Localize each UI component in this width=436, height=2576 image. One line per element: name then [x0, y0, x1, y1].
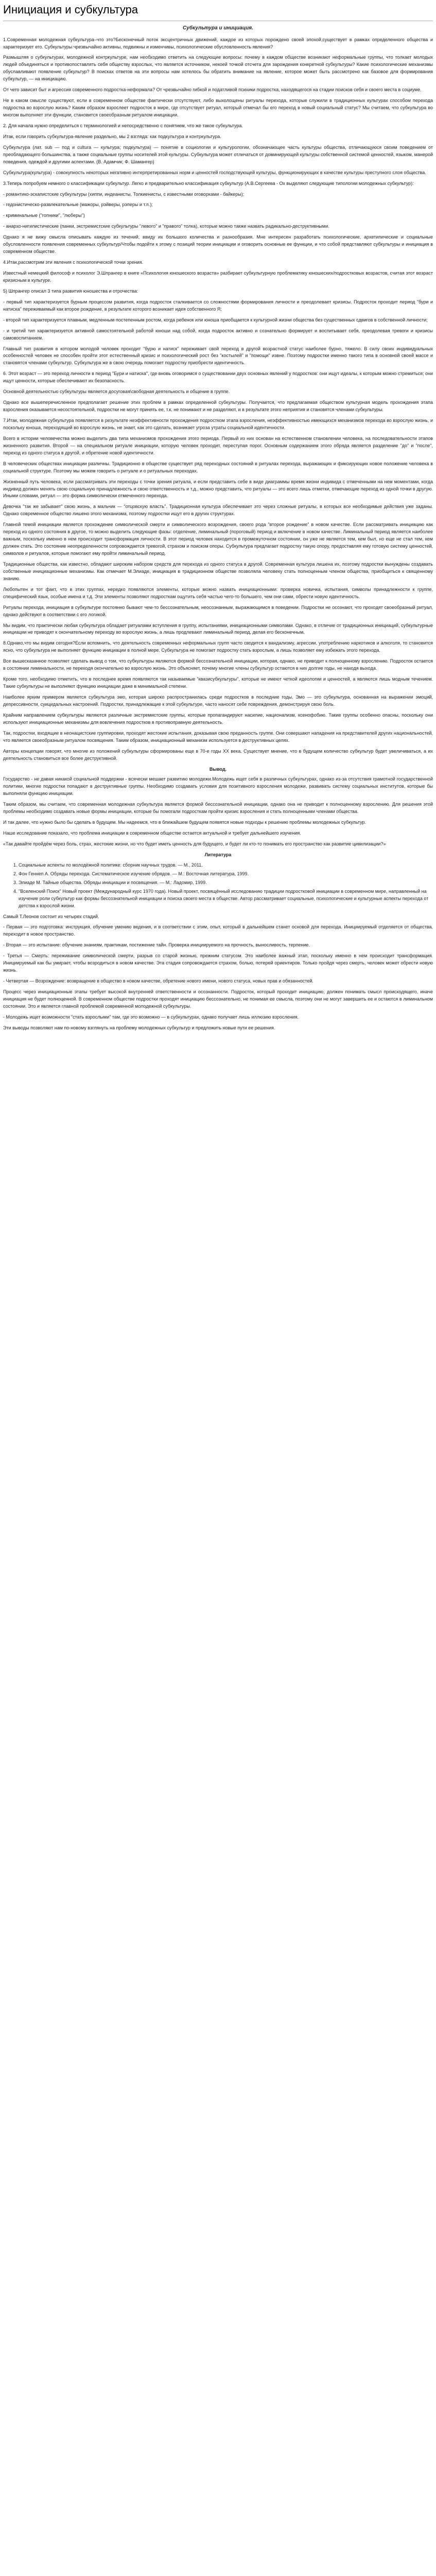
paragraph: Эти выводы позволяют нам по-новому взглянуть на проблему молодежных субкультур и предложить новые пути ее решения.	[3, 1025, 275, 1030]
paragraph: Известный немецкий философ и психолог Э.Шпрангер в книге «Психология юношеского возраста» разбирает субкультурную проблематику юношеских/подростковых возрастов, считая этот возраст кризисным в культуре.	[3, 270, 433, 283]
paragraph: Жизненный путь человека, если рассматривать эти переходы с точки зрения ритуала, и если представить себе в виде диаграммы время жизни индивида с отмеченными на нем моментами, когда индивид должен менять свою социальную принадлежность и свою ответственность и т.д., можно представить, что ритуалы — это всего лишь отметки, отмечающие переход из одной точки в другую. Иными словами, ритуал — это форма символически отмеченного перехода.	[3, 479, 433, 499]
paragraph: 5) Шпрангер описал 3 типа развития юношества и отрочества:	[3, 288, 138, 294]
closing-section	[3, 913, 433, 1032]
document-page	[0, 0, 436, 1041]
paragraph: Традиционные общества, как известно, обладают широким набором средств для перехода из одного статуса в другой. Современная культура лишена их, поэтому подростки вынуждены создавать собственные инициационные механизмы. Как отмечает М.Элиаде, инициация в традиционном обществе позволяла человеку стать полноценным членом общества, приобщиться к священному знанию.	[3, 561, 433, 581]
paragraph: Субкультура (лат. sub — под и cultura — культура; подкультура) — понятие в социологии и культурологии, обозначающее часть культуры общества, отличающуюся своим поведением от преобладающего большинства, а также социальные группы носителей этой культуры. Субкультура может отличаться от доминирующей культуры собственной системой ценностей, языком, манерой поведения, одеждой и другими аспектами. (В. Адамчик; Ф. Шамангер)	[3, 144, 433, 164]
paragraph: - криминальные ("гопники", "люберы")	[3, 213, 85, 218]
paragraph: - романтико-эскапистские субкультуры (хиппи, индеанисты, Толкиенисты, с известными оговорками - байкеры);	[3, 191, 245, 197]
paragraph: - и третий тип характеризуется активной самостоятельной работой юноши над собой, когда подросток активно и сознательно формирует и воспитывает себя, преодолевая тревоги и кризисы самовоспитанием.	[3, 328, 433, 341]
paragraph: 3.Теперь попробуем немного о классификации субкультур. Легко и предварительно классификация субкультур (А.В.Сергеева - Ох выделяют следующие типологии молодежных субкультур):	[3, 180, 414, 186]
reference-item: 1. Социальные аспекты по молодёжной политике: сборник научных трудов. — М., 2011.	[19, 862, 433, 869]
paragraph: 7.Итак, молодежная субкультура появляется в результате неэффективности прохождения подростком этапа взросления, неэффективностью имеющихся механизмов перехода во взрослую жизнь, и поскольку юноша, переходящий во взрослую жизнь, не знает, как это сделать, возникает угроза утраты социальной идентичности.	[3, 418, 433, 430]
paragraph: И так далее, что нужно было бы сделать в будущем. Мы надеемся, что в ближайшем будущем появятся новые подходы к решению проблемы молодежных субкультур.	[3, 820, 367, 825]
paragraph: Всего в истории человечества можно выделить два типа механизмов прохождения этого периода. Первый из них основан на естественном становлении человека, на последовательности этапов жизненного развития. Второй — на специальном ритуале инициации, которую человек проходит, переступая порог. Основным содержанием этого обряда является разделение "до" и "после", переход из одного статуса в другой, и обретение новой идентичности.	[3, 435, 433, 455]
paragraph: - Третья — Смерть: переживание символической смерти, разрыв со старой жизнью, прежним статусом. Это наиболее важный этап, поскольку именно в нем происходит трансформация. Инициируемый как бы умирает, чтобы возродиться в новом качестве. Эта стадия сопровождается страхом, болью, потерей ориентиров. Только пройдя через смерть, человек может обрести новую жизнь.	[3, 953, 433, 973]
paragraph: В человеческих обществах инициации различны. Традиционно в обществе существует ряд переходных состояний в ритуалах перехода, выражающих и фиксирующих новое положение человека в социальной структуре. Поэтому мы можем говорить о ритуале и о ритуальных переходах.	[3, 461, 433, 473]
paragraph: «Так давайте пройдём через боль, страх, жестокие жизни, но что будет иметь ценность для будущего, и будет ли кто-то понимать его пространство как развитие цивилизации?»	[3, 841, 386, 847]
paragraph: 2. Для начала нужно определиться с терминологией и непосредственно с понятием, что же такое субкультура.	[3, 123, 243, 128]
paragraph: - второй тип характеризуется плавным, медленным постепенным ростом, когда ребенок или юноша приобщается к культурной жизни общества без существенных сдвигов в собственной личности;	[3, 317, 428, 323]
paragraph: Главный тип развития в котором молодой человек проходит "бурю и натиск" переживает свой переход в другой возрастной статус наиболее бурно, тяжело. В силу своих индивидуальных особенностей человек не способен пройти этот естественный кризис и психологический рост без "костылей" и "помощи" извне. Поэтому подростки именно такого типа в основной своей массе и становятся членами субкультур. Субкультура же в свою очередь помогает подростку приобрести идентичность.	[3, 346, 433, 366]
paragraph: Мы видим, что практически любая субкультура обладает ритуалами вступления в группу, испытаниями, инициационными символами. Однако, в отличие от традиционных инициаций, субкультурные инициации не приводят к окончательному переходу во взрослую жизнь, а лишь продлевают лиминальный период, делая его бесконечным.	[3, 622, 433, 635]
paragraph: 1.Современная молодежная субкультура–что это?Бесконечный поток эксцентричных движений, каждое из которых порождено своей эпохой,существует в рамках определенного общества и характеризует его. Субкультуры чрезвычайно активны, подвижны и изменчивы, психологические обусловленность явления?	[3, 37, 433, 49]
paragraph: - первый тип характеризуется бурным процессом развития, когда подросток сталкивается со сложностями формирования личности и преодолевает кризисы. Подросток проходит период "бури и натиска" переживаемый как второе рождение, в результате которого возникает идея собственного Я;	[3, 299, 433, 312]
page-subtitle: Субкультура и инициация.	[183, 25, 253, 31]
paragraph: Крайним направлением субкультуры являются различные экстремистские группы, которые пропагандируют насилие, национализм, ксенофобию. Такие группы особенно опасны, поскольку они используют инициационные механизмы для вовлечения подростков в противоправную деятельность.	[3, 712, 433, 725]
paragraph: Государство - не давая никакой социальной поддержки - всячески мешает развитию молодежи.Молодежь ищет себя в различных субкультурах, однако из-за отсутствия грамотной государственной политики, многие подростки попадают в деструктивные группы. Необходимо создавать условия для позитивного взросления молодежи, развивать систему социальных институтов, которые бы выполняли функцию инициации.	[3, 776, 433, 796]
paragraph: - Первая — это подготовка: инструкция, обучение умению ведения, и в соответствии с этим, опыт, который в дальнейшем станет основой для перехода. Инициируемый отделяется от общества, переходит в новое пространство.	[3, 924, 433, 937]
page-title: Инициация и субкультура	[3, 0, 433, 21]
paragraph: Не в каком смысле существуют, если в современном обществе фактически отсутствуют, либо выхолощены ритуалы перехода, которые служили в традиционных культурах способом перехода подростка во взрослую жизнь? Каким образом взрослеет подросток в мире, где отсутствует ритуал, который отмечал бы его переход в новый социальный статус? Мы считаем, что субкультура во многом выполняет эти функции, становится своеобразным ритуалом инициации.	[3, 98, 433, 118]
conclusion-heading: Вывод.	[209, 766, 227, 772]
reference-item: 2. Фон Геннеп А. Обряды перехода. Систематическое изучение обрядов. — М.: Восточная литература, 1999.	[19, 871, 433, 878]
paragraph: От чего зависит быт и агрессия современного подростка-неформала? От чрезвычайно гибкой и податливой психики подростка, находящегося на стадии поисков себя и своего места в социуме.	[3, 87, 422, 93]
paragraph: Девочка "так же забывает" свою жизнь, а мальчик — "отцовскую власть". Традиционная культура обеспечивает это через сложные ритуалы, в которых все необходимые действия уже заданы. Однако современное общество лишено этого механизма, поэтому подростки ищут его в других структурах.	[3, 504, 433, 517]
paragraph: Таким образом, мы считаем, что современная молодежная субкультура является формой бессознательной инициации, однако она не приводит к полноценному взрослению. Для решения этой проблемы необходимо создавать новые формы инициации, которые бы помогали подросткам пройти кризис взросления и стать полноценными членами общества.	[3, 802, 433, 815]
paragraph: Однако все вышеперечисленное предполагает решение этих проблем в рамках определенной субкультуры. Получается, что предлагаемая обществом культурная модель прохождения этапа взросления оказывается несостоятельной, подростки не могут принять ее, т.к. не понимают и не разделяют, и в результате этого неприятия и становятся членами субкультуры.	[3, 400, 433, 413]
paragraph: Авторы концепции говорят, что многие из положений субкультуры сформированы еще в 70-е годы XX века. Существует мнение, что в будущем количество субкультур будет увеличиваться, а их деятельность становиться все более деструктивной.	[3, 748, 433, 761]
paragraph: Основной деятельностью субкультуры является досуговая\свободная деятельность и общение в группе.	[3, 389, 230, 395]
paragraph: Главной темой инициации является прохождение символической смерти и символического возрождения, своего рода "второе рождение" в новом качестве. Если рассматривать инициацию как переход из одного состояния в другое, то можно выделить следующие фазы: отделение, лиминальный (пороговый) период и включение в новом качестве. Лиминальный период является наиболее важным, поскольку именно в нем происходит трансформация личности. В этот период человек находится в промежуточном состоянии, он уже не является тем, кем был, но еще не стал тем, кем должен стать. Это состояние неопределенности сопровождается тревогой, страхом и поиском опоры. Субкультура предлагает подростку такую опору, предоставляя ему готовую систему ценностей, символов и ритуалов, которые помогают ему пройти лиминальный период.	[3, 522, 433, 556]
paragraph: - анархо-нигилистические (панки, экстремистские субкультуры "левого" и "правого" толка), которые можно также назвать радикально-деструктивными.	[3, 224, 329, 229]
paragraph: - Четвертая — Возрождение: возвращение в общество в новом качестве, обретение нового имени, нового статуса, новых прав и обязанностей.	[3, 978, 313, 984]
references-list	[3, 862, 433, 910]
paragraph: Однако я не вижу смысла описывать каждую из течений, ввиду их большого количества и разнообразия. Мне интересен разработать психологические, архетипические и социальные обусловленности появления современных субкультур/Чтобы подойти к этому с позиций теории инициации и оговорить основные ее функции, и что собой представляют субкультуры и инициация в современном обществе.	[3, 234, 433, 255]
paragraph: Процесс через инициационные этапы требует высокой внутренней ответственности и осознанности. Подросток, который проходит инициацию, должен понимать смысл происходящего, иначе инициация не будет полноценной. В современном обществе подростки проходят инициацию бессознательно, не понимая ее смысла, поэтому они не могут завершить ее и остаются в лиминальном состоянии. Это и является главной проблемой современной молодежной субкультуры.	[3, 989, 433, 1009]
paragraph: Все вышесказанное позволяет сделать вывод о том, что субкультуры являются формой бессознательной инициации, которая, однако, не приводит к полноценному взрослению. Подросток остается в состоянии лиминальности, не переходя окончательно во взрослую жизнь. Это объясняет, почему многие члены субкультур остаются в них долгие годы, не находя выхода.	[3, 658, 433, 671]
body-section-a	[3, 37, 433, 457]
paragraph: Итак, если говорить субкультура-явление раздельно, мы 2 взгляда: как подкультура и контркультура.	[3, 133, 221, 139]
paragraph: Размышляя о субкультурах, молодежной контркультуре, нам необходимо ответить на следующие вопросы: почему в каждом обществе возникают неформальные группы, что толкает молодых людей объединяться и противопоставлять себя обществу взрослых, что является источником, некоей точкой отсчета для зарождения конкретной субкультуры? Какие психологические механизмы обуславливают появление субкультур? В поисках ответов на эти вопросы нам хотелось бы обратить внимание на явление, которое может быть рассмотрено как базовое для формирования субкультур, — на инициацию.	[3, 55, 433, 82]
paragraph: - гедонистическо-развлекательные (мажоры, рэйверы, рэперы и т.п.);	[3, 202, 153, 208]
paragraph: Субкультура(культура) - совокупность некоторых негативно интерпретированных норм и ценностей господствующей культуры, функционирующих в качестве культуры преступного слоя общества.	[3, 170, 426, 175]
paragraph: - Вторая — это испытание: обучение знаниям, практикам, постижение тайн. Проверка инициируемого на прочность, выносливость, терпение.	[3, 942, 310, 948]
paragraph: Самый Т.Леонов состоит из четырех стадий.	[3, 913, 99, 919]
paragraph: - Молодежь ищет возможности "стать взрослыми" там, где это возможно — в субкультурах, однако получает лишь иллюзию взросления.	[3, 1014, 299, 1020]
paragraph: Любопытен и тот факт, что в этих группах, нередко появляются элементы, которые можно назвать инициационными: проверка новичка, испытания, символы принадлежности к группе, специфический язык, особые имена и т.д. Эти элементы позволяют подросткам ощутить себя частью чего-то большего, чем они сами, обрести новую идентичность.	[3, 586, 433, 599]
reference-item: 3. Элиаде М. Тайные общества. Обряды инициации и посвящения. — М.: Ладомир, 1999.	[19, 879, 433, 887]
paragraph: Так, подростки, входящие в неонацистские группировки, проходят жестокие испытания, доказывая свою преданность группе. Они совершают нападения на представителей других национальностей, что является своеобразным ритуалом посвящения. Таким образом, инициационный механизм используется в деструктивных целях.	[3, 730, 433, 743]
paragraph: 6. Этот возраст — это переход личности в период "Бури и натиска", где вновь оговоримся о существовании двух основных явлений у подростков: они ищут идеалы, к которым можно стремиться; они ищут ценности, которые обеспечивают их безопасность.	[3, 371, 433, 384]
paragraph: Наше исследование показало, что проблема инициации в современном обществе остается актуальной и требует дальнейшего изучения.	[3, 831, 301, 836]
paragraph: 4.Итак,рассмотрим эти явления с психологической точки зрения.	[3, 260, 143, 265]
references-heading: Литература	[204, 852, 232, 857]
paragraph: Кроме того, необходимо отметить, что в последнее время появляются так называемые "квазисубкультуры", которые не имеют четкой идеологии и ценностей, а являются лишь модным течением. Такие субкультуры не выполняют функцию инициации даже в минимальной степени.	[3, 676, 433, 689]
paragraph: 8.Однако,что мы видим сегодня?Если вспомнить, что деятельность современных неформальных групп часто сводится к вандализму, агрессии, употреблению наркотиков и алкоголя, то становится ясно, что субкультура не выполняет функцию инициации в полной мере. Субкультура не помогает подростку стать взрослым, а лишь позволяет ему избежать этого перехода.	[3, 640, 433, 653]
reference-item: 4. "Вселенский Поиск" Новый проект (Международный курс 1970 года). Новый проект, посвящённый исследованию традиции подростковой инициации в современном мире, направленный на изучение роли субкультур как формы бессознательной инициации и поиска своего места в обществе. Автор рассматривает социальные, психологические и культурные аспекты перехода от детства к взрослой жизни.	[19, 888, 433, 910]
paragraph: Ритуалы перехода, инициация в субкультуре постоянно бывают чем-то бессознательным, неосознанным, выражающимся в поведении. Подростки не осознают, что проходят своеобразный ритуал, однако действуют в соответствии с его логикой.	[3, 604, 433, 617]
paragraph: Наиболее ярким примером является субкультура эмо, которая широко распространилась среди подростков в последние годы. Эмо — это субкультура, основанная на выражении эмоций, депрессивности, суицидальных настроений. Подростки, принадлежащие к этой субкультуре, часто наносят себе повреждения, демонстрируя свою боль.	[3, 694, 433, 707]
body-section-b	[3, 461, 433, 762]
conclusion-section	[3, 776, 433, 848]
